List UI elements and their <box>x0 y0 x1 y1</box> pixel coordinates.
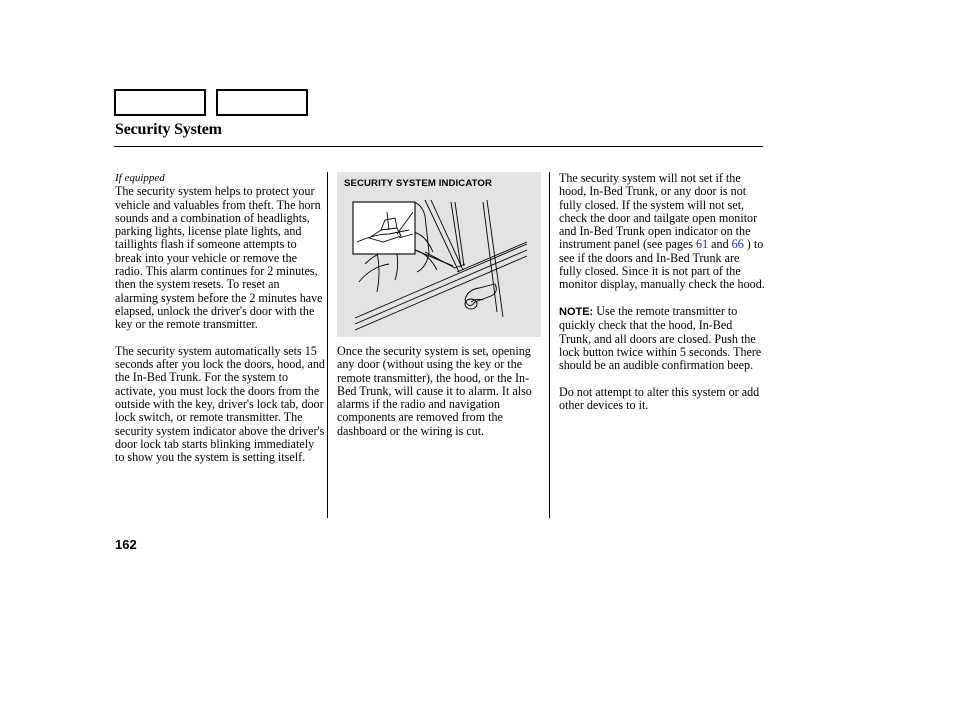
intro-paragraph: The security system helps to protect your vehicle and valuables from theft. The horn sounds and a combination of headlights, parking lights, license plate lights, and taillights flash if someone attempts to break into your vehicle or remove the radio. This alarm continues for 2 minutes, then the system resets. To reset an alarming system before the 2 minutes have elapsed, unlock the driver's door with the key or the remote transmitter. <box>115 184 323 332</box>
note-paragraph <box>559 305 765 372</box>
nav-button-1[interactable] <box>114 89 206 116</box>
column-divider-2 <box>549 172 550 518</box>
column-divider-1 <box>327 172 328 518</box>
warning-paragraph: Do not attempt to alter this system or add other devices to it. <box>559 384 760 413</box>
page-link-66[interactable]: 66 <box>731 237 744 252</box>
note-text: Use the remote transmitter to quickly check that the hood, In-Bed Trunk, and all doors are closed. Push the lock button twice within 5 seconds. There should be an audible confirmation beep. <box>559 303 762 373</box>
page-number: 162 <box>115 537 137 552</box>
and-text: and <box>711 237 729 252</box>
page-link-61[interactable]: 61 <box>696 237 709 252</box>
auto-set-paragraph: The security system automatically sets 15 seconds after you lock the doors, hood, and the In-Bed Trunk. For the system to activate, you must lock the doors from the outside with the key, driver's lock tab, door lock switch, or remote transmitter. The security system indicator above the driver's door lock tab starts blinking immediately to show you the system is setting itself. <box>115 343 325 465</box>
not-set-paragraph <box>559 172 765 292</box>
door-illustration-icon <box>337 172 541 337</box>
if-equipped-note: If equipped <box>115 172 165 184</box>
note-label: NOTE: <box>559 305 594 318</box>
not-set-text: The security system will not set if the hood, In-Bed Trunk, or any door is not fully closed. If the system will not set, check the door and tailgate open monitor and In-Bed Trunk open indicator on the instrument panel (see pages <box>559 171 758 252</box>
column-2 <box>337 345 545 438</box>
title-divider <box>114 146 763 147</box>
not-set-text-end: ) to see if the doors and In-Bed Trunk are fully closed. Since it is not part of the monitor display, manually check the hood. <box>559 237 765 292</box>
column-3 <box>559 172 765 412</box>
column-1 <box>115 172 325 465</box>
nav-button-2[interactable] <box>216 89 308 116</box>
security-indicator-figure <box>337 172 541 337</box>
alarm-trigger-paragraph: Once the security system is set, opening any door (without using the key or the remote transmitter), the hood, or the In-Bed Trunk, will cause it to alarm. It also alarms if the radio and navigation components are removed from the dashboard or the wiring is cut. <box>337 344 532 438</box>
figure-caption: SECURITY SYSTEM INDICATOR <box>344 178 493 189</box>
page-title: Security System <box>115 121 222 138</box>
